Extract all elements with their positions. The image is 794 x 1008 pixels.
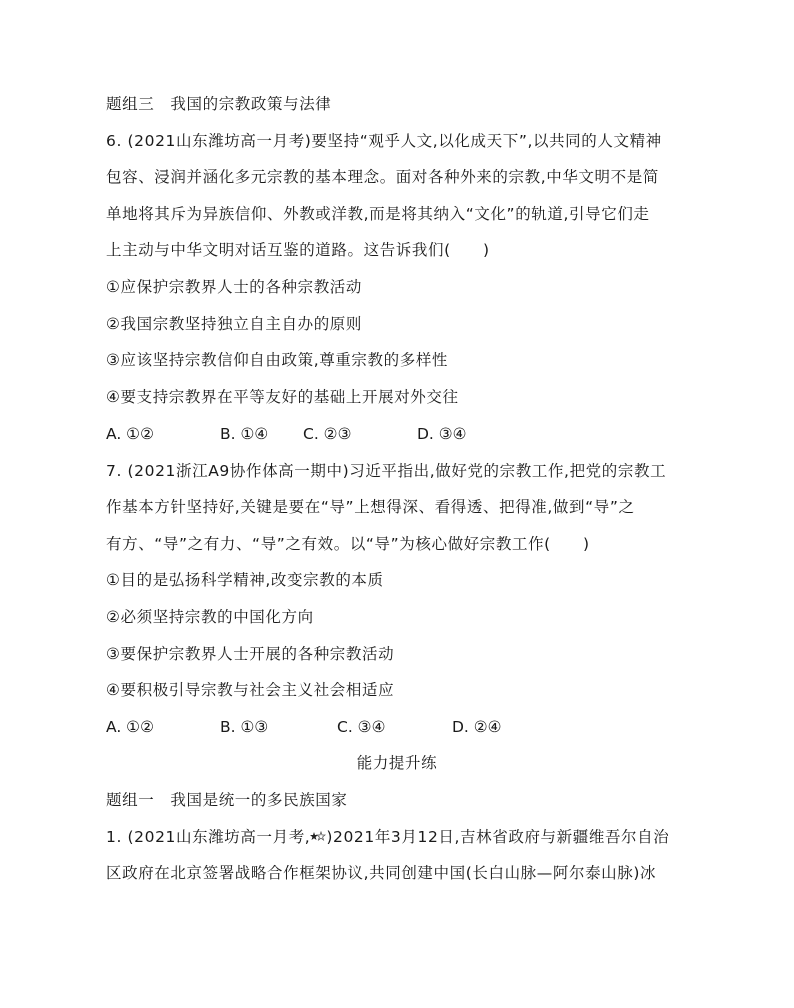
question-7-line-3: 有方、“导”之有力、“导”之有效。以“导”为核心做好宗教工作( ) bbox=[106, 535, 590, 553]
question-6-line-1: 6. (2021山东潍坊高一月考)要坚持“观乎人文,以化成天下”,以共同的人文精神 bbox=[106, 132, 662, 150]
question-7-option-a[interactable]: A. ①② bbox=[106, 718, 154, 736]
question-1-line-1 bbox=[106, 827, 669, 847]
question-6-line-2: 包容、浸润并涵化多元宗教的基本理念。面对各种外来的宗教,中华文明不是简 bbox=[106, 168, 659, 186]
section-heading-group-3: 题组三 我国的宗教政策与法律 bbox=[106, 95, 332, 113]
section-title: 能力提升练 bbox=[356, 754, 438, 772]
question-7-options bbox=[106, 717, 706, 737]
question-7-option-c[interactable]: C. ③④ bbox=[337, 718, 386, 736]
difficulty-stars-icon bbox=[310, 828, 326, 840]
question-6-option-c[interactable]: C. ②③ bbox=[303, 425, 352, 443]
question-6-statement-2: ②我国宗教坚持独立自主自办的原则 bbox=[106, 315, 362, 333]
section-heading-group-1: 题组一 我国是统一的多民族国家 bbox=[106, 791, 348, 809]
question-6-statement-4: ④要支持宗教界在平等友好的基础上开展对外交往 bbox=[106, 388, 459, 406]
question-7-statement-4: ④要积极引导宗教与社会主义社会相适应 bbox=[106, 681, 395, 699]
question-7-line-1: 7. (2021浙江A9协作体高一期中)习近平指出,做好党的宗教工作,把党的宗教工 bbox=[106, 462, 667, 480]
question-6-option-d[interactable]: D. ③④ bbox=[417, 425, 467, 443]
question-6-options bbox=[106, 424, 706, 444]
question-6-line-3: 单地将其斥为异族信仰、外教或洋教,而是将其纳入“文化”的轨道,引导它们走 bbox=[106, 205, 650, 223]
question-1-line-2: 区政府在北京签署战略合作框架协议,共同创建中国(长白山脉—阿尔泰山脉)冰 bbox=[106, 864, 657, 882]
question-6-statement-3: ③应该坚持宗教信仰自由政策,尊重宗教的多样性 bbox=[106, 351, 449, 369]
question-7-option-b[interactable]: B. ①③ bbox=[220, 718, 269, 736]
question-7-statement-1: ①目的是弘扬科学精神,改变宗教的本质 bbox=[106, 571, 384, 589]
question-1-prefix: 1. (2021山东潍坊高一月考, bbox=[106, 828, 311, 846]
question-6-line-4: 上主动与中华文明对话互鉴的道路。这告诉我们( ) bbox=[106, 241, 490, 259]
question-7-option-d[interactable]: D. ②④ bbox=[452, 718, 502, 736]
question-6-statement-1: ①应保护宗教界人士的各种宗教活动 bbox=[106, 278, 362, 296]
question-7-line-2: 作基本方针坚持好,关键是要在“导”上想得深、看得透、把得准,做到“导”之 bbox=[106, 498, 635, 516]
question-6-option-b[interactable]: B. ①④ bbox=[220, 425, 269, 443]
question-7-statement-2: ②必须坚持宗教的中国化方向 bbox=[106, 608, 314, 626]
question-1-suffix: )2021年3月12日,吉林省政府与新疆维吾尔自治 bbox=[326, 828, 670, 846]
question-7-statement-3: ③要保护宗教界人士开展的各种宗教活动 bbox=[106, 645, 395, 663]
question-6-option-a[interactable]: A. ①② bbox=[106, 425, 154, 443]
